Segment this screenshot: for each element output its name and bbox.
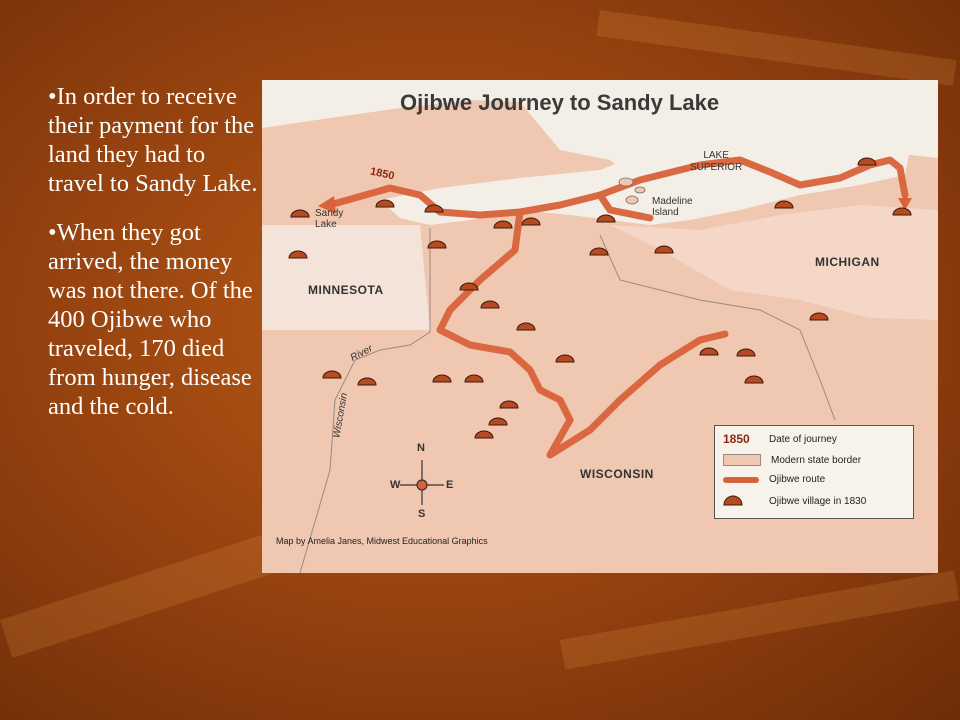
legend-date-key: 1850 [723,432,750,446]
legend-row-route [723,474,825,485]
legend-route-swatch [723,477,759,483]
island [635,187,645,193]
island [619,178,633,186]
legend-border-swatch [723,454,761,466]
label-river: River [348,343,375,364]
label-wisconsin-river: Wisconsin [331,392,351,439]
legend-row-date [723,432,837,446]
compass-n: N [417,442,425,454]
label-michigan: MICHIGAN [815,255,880,269]
bullet-deaths: •When they got arrived, the money was not there. Of the 400 Ojibwe who traveled, 170 died from hunger, disease and the cold. [48,219,253,420]
label-lake-superior: LAKE SUPERIOR [690,150,743,173]
compass-w: W [390,479,401,491]
legend-date-label: Date of journey [769,433,837,445]
label-wisconsin: WISCONSIN [580,467,654,481]
minnesota-light-area [262,225,430,330]
legend-row-border [723,454,861,466]
legend-border-label: Modern state border [771,454,862,466]
map-credit: Map by Amelia Janes, Midwest Educational Graphics [276,536,488,546]
legend-village-label: Ojibwe village in 1830 [769,496,867,507]
legend-route-label: Ojibwe route [769,474,826,485]
label-route-year: 1850 [369,165,396,183]
village-icon [723,494,759,509]
label-madeline-island: Madeline Island [652,196,693,218]
island [626,196,638,204]
compass-e: E [446,479,454,491]
map-legend [714,425,914,519]
legend-row-village [723,494,866,509]
label-minnesota: MINNESOTA [308,283,384,297]
map-title: Ojibwe Journey to Sandy Lake [400,90,720,115]
label-sandy-lake: Sandy Lake [315,208,344,230]
bullet-payment: •In order to receive their payment for the land they had to travel to Sandy Lake. [48,83,258,197]
compass-s: S [418,508,426,520]
